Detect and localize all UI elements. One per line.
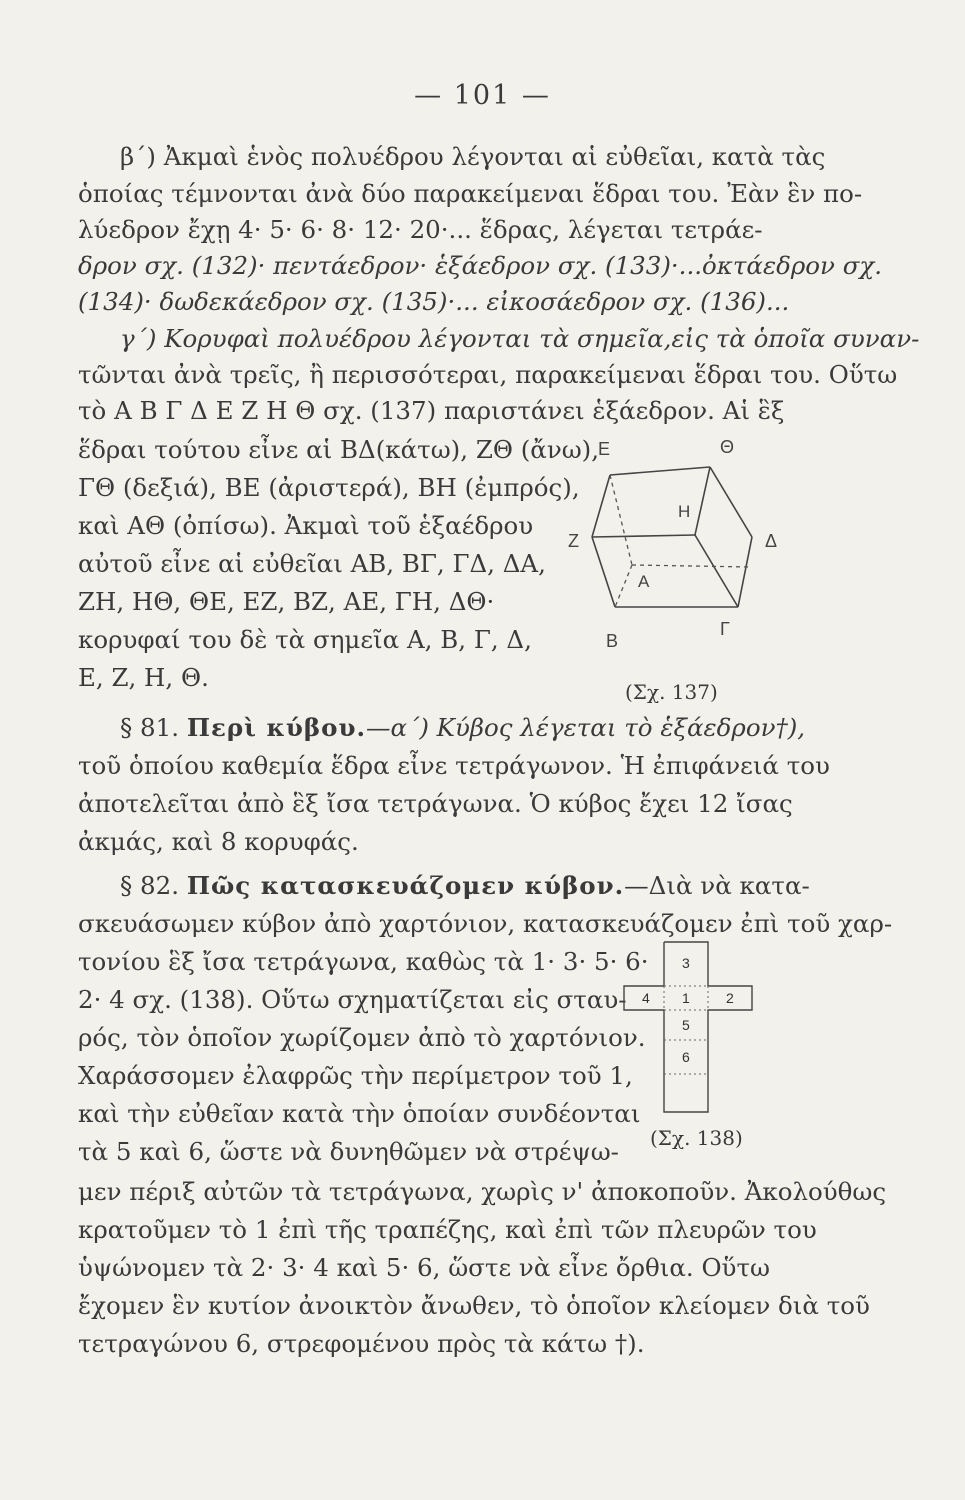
text-line: καὶ ΑΘ (ὀπίσω). Ἀκμαὶ τοῦ ἑξαέδρου	[78, 511, 534, 540]
label-G: Γ	[720, 619, 730, 639]
text-line: δρον σχ. (132)· πεντάεδρον· ἑξάεδρον σχ. (133)·...ὀκτάεδρον σχ.	[78, 251, 883, 280]
text-line: κορυφαί του δὲ τὰ σημεῖα Α, Β, Γ, Δ,	[78, 625, 532, 654]
label-Z: Ζ	[568, 531, 579, 551]
text-line: β΄) Ἀκμαὶ ἑνὸς πολυέδρου λέγονται αἱ εὐθεῖαι, κατὰ τὰς	[120, 142, 826, 171]
square-3: 3	[682, 955, 690, 971]
text-line: μεν πέριξ αὐτῶν τὰ τετράγωνα, χωρὶς ν' ἀποκοποῦν. Ἀκολούθως	[78, 1177, 887, 1206]
text-line: ΓΘ (δεξιά), ΒΕ (ἀριστερά), ΒΗ (ἐμπρός),	[78, 473, 580, 502]
section-82-heading	[120, 871, 810, 900]
section-lead: —Διὰ νὰ κατα-	[624, 871, 810, 900]
text-line: ἀποτελεῖται ἀπὸ ἓξ ἴσα τετράγωνα. Ὁ κύβος ἔχει 12 ἴσας	[78, 789, 793, 818]
text-line: ἀκμάς, καὶ 8 κορυφάς.	[78, 827, 359, 856]
text-line: ἔχομεν ἓν κυτίον ἀνοικτὸν ἄνωθεν, τὸ ὁποῖον κλείομεν διὰ τοῦ	[78, 1291, 870, 1320]
section-lead: —α΄) Κύβος λέγεται τὸ ἑξάεδρον†),	[366, 713, 806, 742]
text-line: ὑψώνομεν τὰ 2· 3· 4 καὶ 5· 6, ὥστε νὰ εἶνε ὄρθια. Οὕτω	[78, 1253, 770, 1282]
text-line: σκευάσωμεν κύβον ἀπὸ χαρτόνιον, κατασκευάζομεν ἐπὶ τοῦ χαρ-	[78, 909, 893, 938]
text-line: τῶνται ἀνὰ τρεῖς, ἢ περισσότεραι, παρακείμεναι ἕδραι του. Οὕτω	[78, 360, 898, 389]
text-line: τονίου ἓξ ἴσα τετράγωνα, καθὼς τὰ 1· 3· 5· 6·	[78, 947, 649, 976]
text-line: λύεδρον ἔχῃ 4· 5· 6· 8· 12· 20·... ἕδρας, λέγεται τετράε-	[78, 215, 763, 244]
text-line: 2· 4 σχ. (138). Οὕτω σχηματίζεται εἰς σταυ-	[78, 985, 627, 1014]
label-Th: Θ	[720, 437, 735, 457]
section-number: § 81.	[120, 713, 180, 742]
label-B: Β	[606, 631, 619, 651]
square-4: 4	[642, 990, 650, 1006]
text-line: τοῦ ὁποίου καθεμία ἕδρα εἶνε τετράγωνον. Ἡ ἐπιφάνειά του	[78, 751, 830, 780]
page-number: — 101 —	[414, 80, 551, 111]
text-line: αὐτοῦ εἶνε αἱ εὐθεῖαι ΑΒ, ΒΓ, ΓΔ, ΔΑ,	[78, 549, 546, 578]
square-5: 5	[682, 1017, 690, 1033]
text-line: τετραγώνου 6, στρεφομένου πρὸς τὰ κάτω †).	[78, 1329, 645, 1358]
text-line: κρατοῦμεν τὸ 1 ἐπὶ τῆς τραπέζης, καὶ ἐπὶ τῶν πλευρῶν του	[78, 1215, 817, 1244]
figure-137-caption: (Σχ. 137)	[625, 680, 718, 704]
figure-138-caption: (Σχ. 138)	[650, 1126, 743, 1150]
section-title: Πῶς κατασκευάζομεν κύβον.	[186, 871, 625, 900]
text-line: Χαράσσομεν ἐλαφρῶς τὴν περίμετρον τοῦ 1,	[78, 1061, 633, 1090]
section-81-heading	[120, 713, 806, 742]
text-line: (134)· δωδεκάεδρον σχ. (135)·... εἰκοσάεδρον σχ. (136)...	[78, 287, 790, 316]
text-line: ρός, τὸν ὁποῖον χωρίζομεν ἀπὸ τὸ χαρτόνιον.	[78, 1023, 646, 1052]
label-A: Α	[638, 572, 650, 591]
text-line: τὰ 5 καὶ 6, ὥστε νὰ δυνηθῶμεν νὰ στρέψω-	[78, 1137, 619, 1166]
text-line: τὸ Α Β Γ Δ Ε Ζ Η Θ σχ. (137) παριστάνει ἑξάεδρον. Αἱ ἓξ	[78, 396, 785, 425]
text-line: καὶ τὴν εὐθεῖαν κατὰ τὴν ὁποίαν συνδέονται	[78, 1099, 641, 1128]
label-E: Ε	[598, 439, 611, 459]
square-6: 6	[682, 1049, 690, 1065]
label-D: Δ	[765, 531, 778, 551]
text-line: ὁποίας τέμνονται ἀνὰ δύο παρακείμεναι ἕδραι του. Ἐὰν ἓν πο-	[78, 179, 863, 208]
text-line: ΖΗ, ΗΘ, ΘΕ, ΕΖ, ΒΖ, ΑΕ, ΓΗ, ΔΘ·	[78, 587, 495, 616]
section-number: § 82.	[120, 871, 180, 900]
section-title: Περὶ κύβου.	[186, 713, 367, 742]
text-line: ἕδραι τούτου εἶνε αἱ ΒΔ(κάτω), ΖΘ (ἄνω),	[78, 435, 600, 464]
square-1: 1	[682, 990, 690, 1006]
figure-137-hexahedron	[560, 435, 800, 670]
label-H: Η	[678, 502, 691, 521]
figure-138-cube-net	[620, 940, 770, 1120]
square-2: 2	[726, 990, 734, 1006]
text-line: γ΄) Κορυφαὶ πολυέδρου λέγονται τὰ σημεῖα,εἰς τὰ ὁποῖα συναν-	[120, 324, 920, 353]
text-line: Ε, Ζ, Η, Θ.	[78, 663, 209, 692]
